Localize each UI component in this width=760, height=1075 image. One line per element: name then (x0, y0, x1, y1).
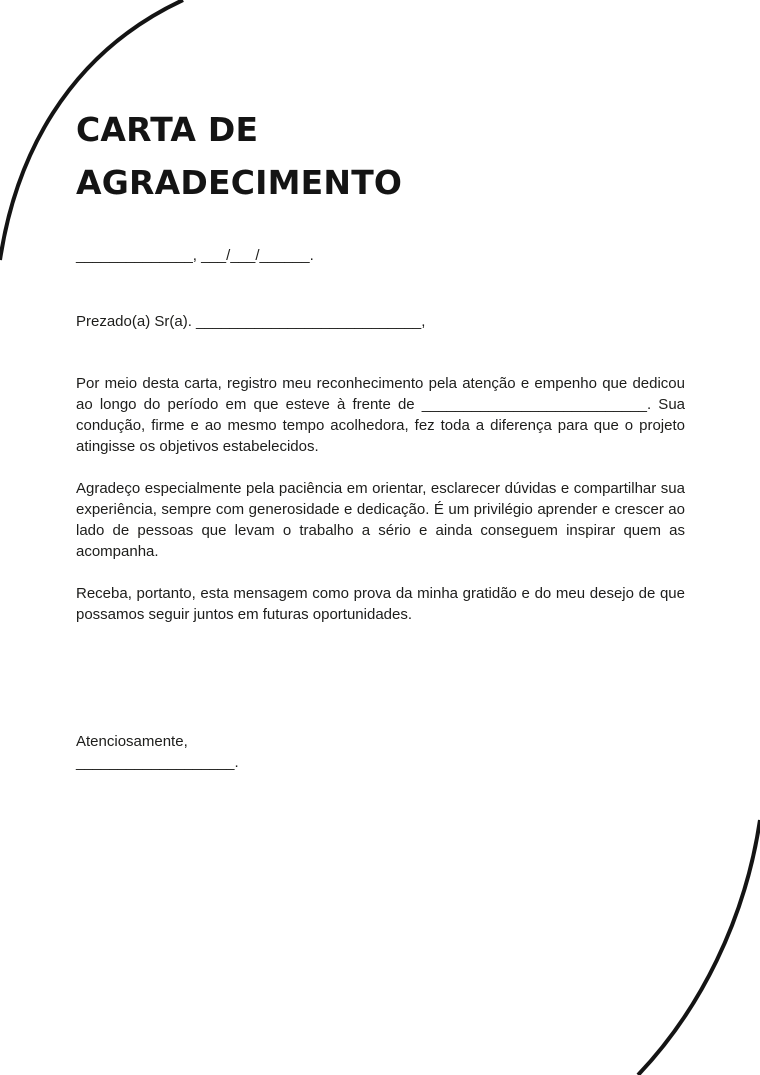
letter-title-line-2: AGRADECIMENTO (76, 163, 403, 202)
decorative-arc-curve-lower (638, 820, 760, 1075)
signature-line: ___________________. (76, 754, 239, 771)
paragraph-2: Agradeço especialmente pela paciência em orientar, esclarecer dúvidas e compartilhar sua experiência, sempre com generosidade e dedicação. É um privilégio aprender e crescer ao lado de pessoas que levam o trabalho a sério e ainda conseguem inspirar quem as acompanha. (76, 480, 685, 560)
paragraph-1: Por meio desta carta, registro meu reconhecimento pela atenção e empenho que dedicou ao longo do período em que esteve à frente de ___________________________. Sua condução, firme e ao mesmo tempo acolhedora, fez toda a diferença para que o projeto atingisse os objetivos estabelecidos. (76, 375, 685, 455)
letter-title-line-1: CARTA DE (76, 110, 259, 149)
letter-title (76, 103, 402, 209)
date-line: ______________, ___/___/______. (76, 247, 314, 264)
salutation: Prezado(a) Sr(a). ___________________________, (76, 313, 426, 330)
paragraph-3: Receba, portanto, esta mensagem como prova da minha gratidão e do meu desejo de que possamos seguir juntos em futuras oportunidades. (76, 585, 685, 623)
closing: Atenciosamente, (76, 733, 188, 750)
